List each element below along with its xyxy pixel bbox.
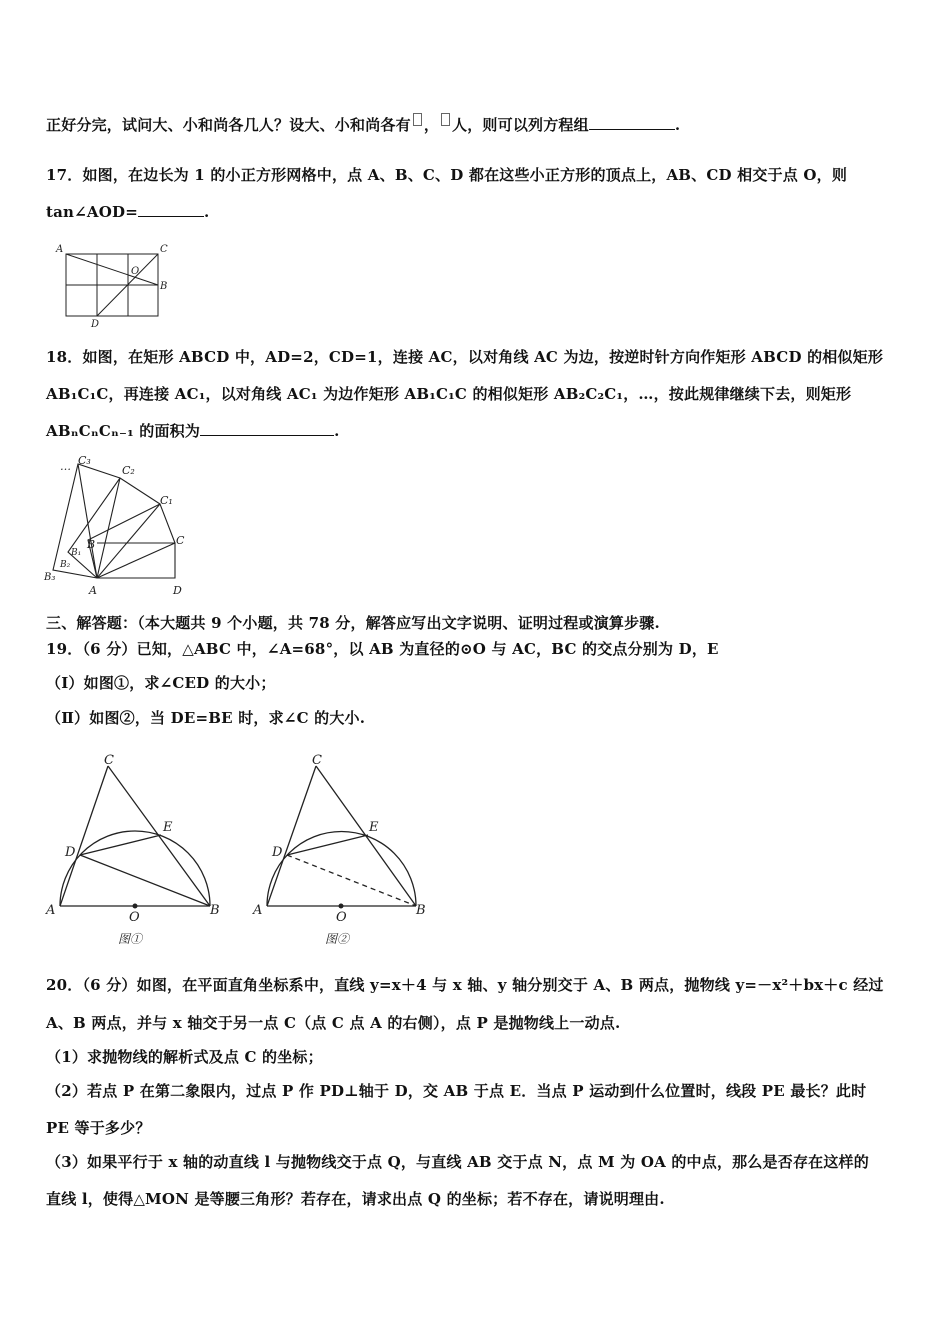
label-b3: B₃ <box>44 572 56 583</box>
section3-heading: 三、解答题：（本大题共 9 个小题，共 78 分，解答应写出文字说明、证明过程或演算步骤. <box>46 614 660 632</box>
center-o <box>339 904 344 909</box>
q17-line2 <box>46 202 209 221</box>
q18-similar-rectangles-figure <box>42 452 192 600</box>
q19-stem: 19．（6 分）已知，△ABC 中，∠A=68°，以 AB 为直径的⊙O 与 AC，BC 的交点分别为 D，E <box>46 640 719 658</box>
label-b: B <box>210 903 220 918</box>
missing-glyph-icon <box>413 113 422 126</box>
label-a: A <box>46 903 56 918</box>
answer-blank <box>200 421 334 436</box>
segment-db <box>80 855 210 906</box>
diagonal-ac <box>97 543 175 578</box>
label-c1: C₁ <box>160 494 173 507</box>
q19-figure-2 <box>250 746 440 951</box>
q20-line2: A、B 两点，并与 x 轴交于另一点 C（点 C 点 A 的右侧），点 P 是抛物线上一动点. <box>46 1014 621 1032</box>
q16-end: . <box>674 116 681 134</box>
segment-db-dashed <box>287 855 416 906</box>
q17-prefix: tan∠AOD= <box>46 203 139 221</box>
center-o <box>133 904 138 909</box>
q20-part3-line1: （3）如果平行于 x 轴的动直线 l 与抛物线交于点 Q，与直线 AB 交于点 N，点 M 为 OA 的中点，那么是否存在这样的 <box>46 1153 869 1171</box>
q18-line3 <box>46 420 340 441</box>
label-c: C <box>312 753 322 768</box>
label-a: A <box>56 244 64 255</box>
label-e: E <box>163 820 173 835</box>
missing-glyph-icon <box>441 113 450 126</box>
label-e: E <box>369 820 379 835</box>
label-d: D <box>65 845 76 860</box>
answer-blank <box>138 202 204 217</box>
label-dots: … <box>60 460 71 473</box>
label-d: D <box>272 845 283 860</box>
label-o: O <box>131 266 140 277</box>
label-c: C <box>176 534 185 547</box>
figure-caption: 图① <box>118 932 143 946</box>
rect-ab1c1c <box>88 504 175 578</box>
q19-part2: （Ⅱ）如图②，当 DE=BE 时，求∠C 的大小. <box>46 709 366 727</box>
label-o: O <box>336 910 347 925</box>
q19-part1: （Ⅰ）如图①，求∠CED 的大小； <box>46 674 276 692</box>
q20-line1: 20．（6 分）如图，在平面直角坐标系中，直线 y=x＋4 与 x 轴、y 轴分别交于 A、B 两点，抛物线 y=－x²＋bx＋c 经过 <box>46 976 884 994</box>
label-b: B <box>87 538 96 551</box>
label-d: D <box>173 584 182 597</box>
answer-blank <box>589 115 675 130</box>
label-c: C <box>160 244 168 255</box>
q18-end: . <box>334 422 340 440</box>
q16-text-b: ， <box>423 116 440 134</box>
q17-line1: 17．如图，在边长为 1 的小正方形网格中，点 A、B、C、D 都在这些小正方形的顶点上，AB、CD 相交于点 O，则 <box>46 166 848 184</box>
label-b2: B₂ <box>60 560 71 570</box>
figure-caption: 图② <box>325 932 350 946</box>
q20-part1: （1）求抛物线的解析式及点 C 的坐标； <box>46 1048 323 1066</box>
segment-ab <box>66 254 158 285</box>
q16-tail-line <box>46 113 680 135</box>
label-d: D <box>91 319 100 330</box>
label-b: B <box>160 281 168 292</box>
label-c: C <box>104 753 114 768</box>
label-b1: B₁ <box>71 548 82 558</box>
q16-text-a: 正好分完，试问大、小和尚各几人？设大、小和尚各有 <box>46 116 411 134</box>
label-a: A <box>253 903 263 918</box>
label-c3: C₃ <box>78 454 91 467</box>
side-ac <box>267 766 316 906</box>
q20-part2-line2: PE 等于多少？ <box>46 1119 151 1137</box>
q16-text-c: 人，则可以列方程组 <box>452 116 589 134</box>
q17-end: . <box>204 203 210 221</box>
side-ac <box>60 766 108 906</box>
label-c2: C₂ <box>122 464 135 477</box>
diagonal-ac1 <box>97 504 160 578</box>
rect-ab2c2c1 <box>68 478 160 578</box>
q18-line1: 18．如图，在矩形 ABCD 中，AD=2，CD=1，连接 AC，以对角线 AC 为边，按逆时针方向作矩形 ABCD 的相似矩形 <box>46 348 884 366</box>
q18-prefix: ABₙCₙCₙ₋₁ 的面积为 <box>46 422 201 440</box>
label-o: O <box>129 910 140 925</box>
q19-figure-1 <box>44 746 234 951</box>
q17-grid-figure <box>54 242 174 332</box>
diagonal-ac2 <box>97 478 120 578</box>
diagonal-ac3 <box>78 464 97 578</box>
q20-part2-line1: （2）若点 P 在第二象限内，过点 P 作 PD⊥轴于 D，交 AB 于点 E．当点 P 运动到什么位置时，线段 PE 最长？此时 <box>46 1082 867 1100</box>
q20-part3-line2: 直线 l，使得△MON 是等腰三角形？若存在，请求出点 Q 的坐标；若不存在，请说明理由. <box>46 1190 665 1208</box>
q18-line2: AB₁C₁C，再连接 AC₁，以对角线 AC₁ 为边作矩形 AB₁C₁C 的相似矩形 AB₂C₂C₁，…，按此规律继续下去，则矩形 <box>46 385 852 403</box>
label-a: A <box>89 584 97 597</box>
label-b: B <box>416 903 426 918</box>
